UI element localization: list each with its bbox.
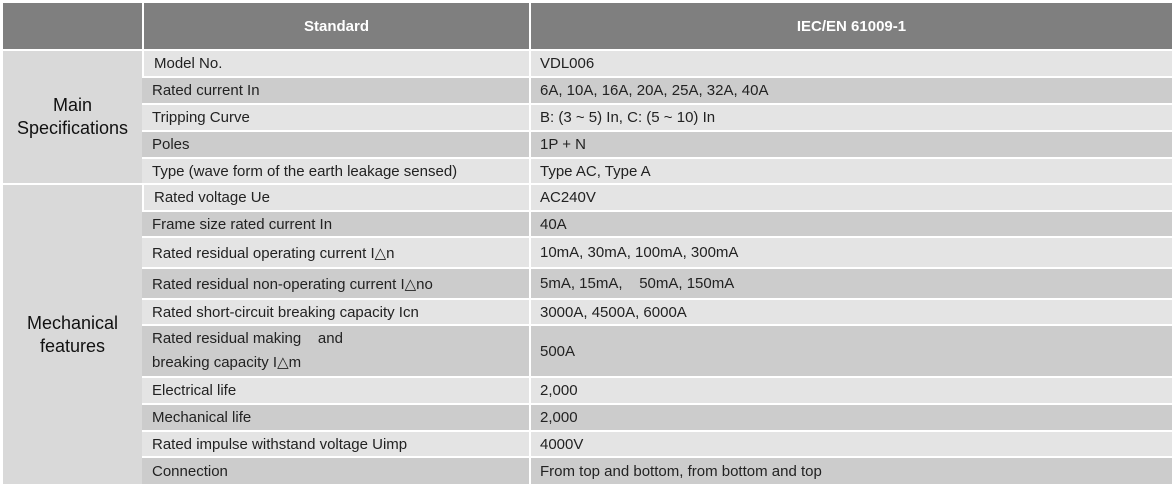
row-param-line: Rated residual making and bbox=[152, 330, 343, 347]
row-value: 2,000 bbox=[529, 376, 1172, 403]
row-value: B: (3 ~ 5) In, C: (5 ~ 10) In bbox=[529, 103, 1172, 130]
row-param: Mechanical life bbox=[142, 403, 529, 430]
row-param: Poles bbox=[142, 130, 529, 157]
table-row bbox=[3, 130, 1172, 157]
table-header-row bbox=[3, 3, 1172, 49]
row-param: Rated residual non-operating current I△no bbox=[142, 267, 529, 298]
row-param-line: breaking capacity I△m bbox=[152, 354, 302, 371]
table-row bbox=[3, 403, 1172, 430]
specification-table bbox=[3, 3, 1172, 484]
row-param: Electrical life bbox=[142, 376, 529, 403]
row-value: 40A bbox=[529, 210, 1172, 236]
row-value: AC240V bbox=[529, 183, 1172, 210]
row-value: 5mA, 15mA, 50mA, 150mA bbox=[529, 267, 1172, 298]
table-row bbox=[3, 183, 1172, 210]
table-row bbox=[3, 376, 1172, 403]
row-param: Rated short-circuit breaking capacity Icn bbox=[142, 298, 529, 324]
row-param: Connection bbox=[142, 456, 529, 484]
header-standard-value: IEC/EN 61009-1 bbox=[529, 3, 1172, 49]
table-row bbox=[3, 103, 1172, 130]
table-row bbox=[3, 49, 1172, 76]
header-standard: Standard bbox=[142, 3, 529, 49]
row-value: 1P + N bbox=[529, 130, 1172, 157]
row-param: Model No. bbox=[142, 49, 529, 76]
row-value: 500A bbox=[529, 324, 1172, 376]
row-param bbox=[142, 324, 529, 376]
group-mechanical-features: Mechanical features bbox=[3, 183, 142, 484]
row-value: 3000A, 4500A, 6000A bbox=[529, 298, 1172, 324]
row-value: 6A, 10A, 16A, 20A, 25A, 32A, 40A bbox=[529, 76, 1172, 103]
row-value: 2,000 bbox=[529, 403, 1172, 430]
table-row bbox=[3, 267, 1172, 298]
group-main-specifications: Main Specifications bbox=[3, 49, 142, 183]
header-blank-cell bbox=[3, 3, 142, 49]
table-row bbox=[3, 430, 1172, 456]
table-row bbox=[3, 236, 1172, 267]
table-row bbox=[3, 324, 1172, 376]
row-param: Rated residual operating current I△n bbox=[142, 236, 529, 267]
row-param: Tripping Curve bbox=[142, 103, 529, 130]
table-row bbox=[3, 298, 1172, 324]
row-param: Rated impulse withstand voltage Uimp bbox=[142, 430, 529, 456]
row-param: Type (wave form of the earth leakage sensed) bbox=[142, 157, 529, 183]
table-row bbox=[3, 456, 1172, 484]
row-param: Rated voltage Ue bbox=[142, 183, 529, 210]
row-value: 10mA, 30mA, 100mA, 300mA bbox=[529, 236, 1172, 267]
row-param: Rated current In bbox=[142, 76, 529, 103]
row-value: From top and bottom, from bottom and top bbox=[529, 456, 1172, 484]
table-row bbox=[3, 76, 1172, 103]
table-row bbox=[3, 157, 1172, 183]
row-value: VDL006 bbox=[529, 49, 1172, 76]
table-row bbox=[3, 210, 1172, 236]
row-value: Type AC, Type A bbox=[529, 157, 1172, 183]
row-value: 4000V bbox=[529, 430, 1172, 456]
row-param: Frame size rated current In bbox=[142, 210, 529, 236]
